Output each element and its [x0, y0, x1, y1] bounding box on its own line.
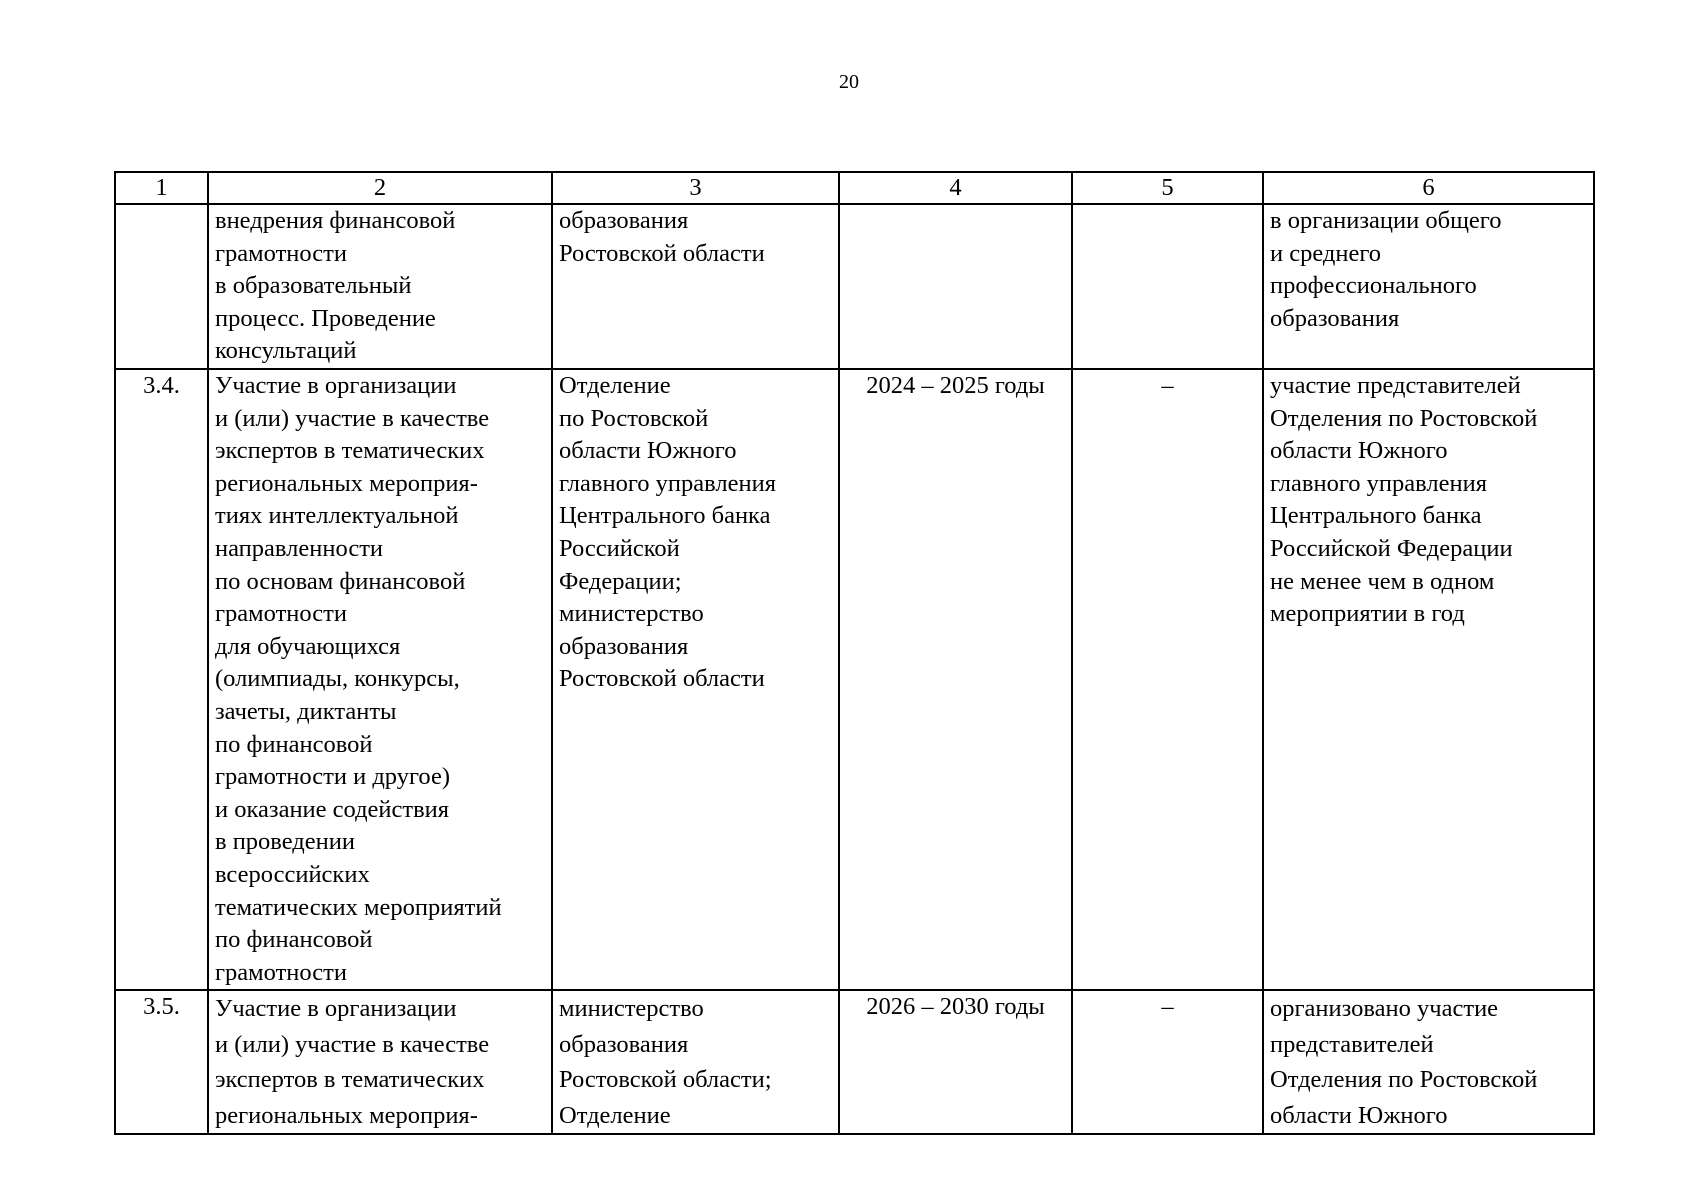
- item-number-cell: [115, 204, 208, 369]
- program-table: [114, 171, 1595, 1135]
- page-number: 20: [839, 71, 859, 93]
- column-header: 3: [552, 172, 839, 204]
- item-number-cell: 3.4.: [115, 369, 208, 990]
- column-header: 2: [208, 172, 552, 204]
- event-cell: Участие в организации и (или) участие в качестве экспертов в тематических региональных мероприя- тиях интеллектуальной направленности по основам финансовой грамотности для обучающихся (олимпиады, конкурсы, зачеты, диктанты по финансовой грамотности и другое) и оказание содействия в проведении всероссийских тематических мероприятий по финансовой грамотности: [208, 369, 552, 990]
- result-cell: организовано участие представителей Отделения по Ростовской области Южного: [1263, 990, 1594, 1134]
- table-row: [115, 990, 1594, 1134]
- table-header-row: [115, 172, 1594, 204]
- column-header: 6: [1263, 172, 1594, 204]
- result-cell: в организации общего и среднего профессионального образования: [1263, 204, 1594, 369]
- period-cell: 2024 – 2025 годы: [839, 369, 1072, 990]
- executor-cell: Отделение по Ростовской области Южного главного управления Центрального банка Российской Федерации; министерство образования Ростовской области: [552, 369, 839, 990]
- event-cell: внедрения финансовой грамотности в образовательный процесс. Проведение консультаций: [208, 204, 552, 369]
- period-cell: [839, 204, 1072, 369]
- column-header: 4: [839, 172, 1072, 204]
- table-row: [115, 369, 1594, 990]
- column-header: 5: [1072, 172, 1263, 204]
- column-header: 1: [115, 172, 208, 204]
- funding-cell: –: [1072, 369, 1263, 990]
- executor-cell: образования Ростовской области: [552, 204, 839, 369]
- result-cell: участие представителей Отделения по Ростовской области Южного главного управления Центрального банка Российской Федерации не менее чем в одном мероприятии в год: [1263, 369, 1594, 990]
- funding-cell: –: [1072, 990, 1263, 1134]
- table-row: [115, 204, 1594, 369]
- event-cell: Участие в организации и (или) участие в качестве экспертов в тематических региональных мероприя-: [208, 990, 552, 1134]
- period-cell: 2026 – 2030 годы: [839, 990, 1072, 1134]
- funding-cell: [1072, 204, 1263, 369]
- executor-cell: министерство образования Ростовской области; Отделение: [552, 990, 839, 1134]
- item-number-cell: 3.5.: [115, 990, 208, 1134]
